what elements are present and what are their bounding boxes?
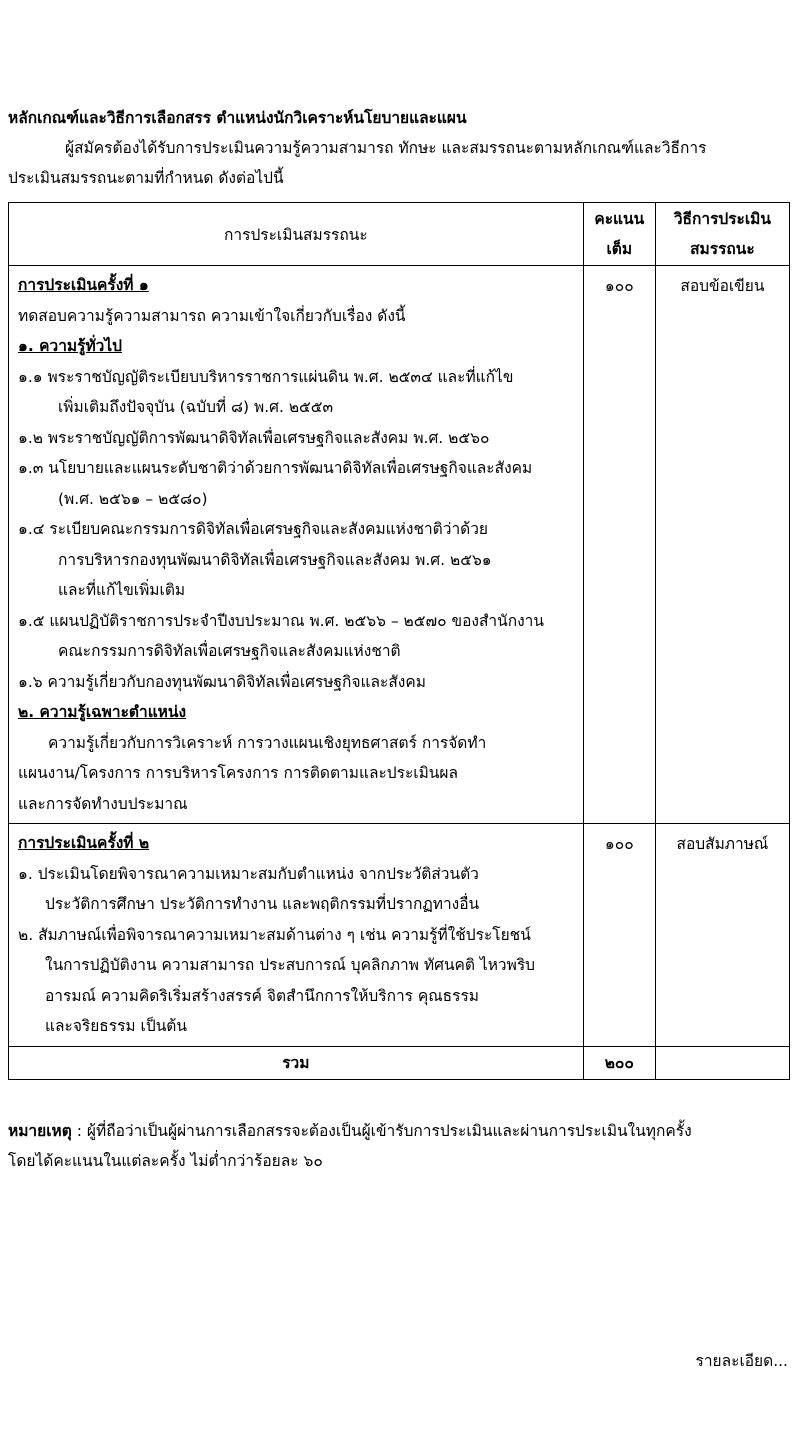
header-method-line1: วิธีการประเมิน bbox=[673, 210, 771, 228]
round2-content bbox=[9, 824, 584, 1047]
note-text: : ผู้ที่ถือว่าเป็นผู้ผ่านการเลือกสรรจะต้องเป็นผู้เข้ารับการประเมินและผ่านการประเมินในทุกครั้ง bbox=[71, 1122, 692, 1140]
table-total-row bbox=[9, 1046, 790, 1079]
note-line-1 bbox=[8, 1116, 793, 1146]
header-score-line2: เต็ม bbox=[606, 240, 633, 258]
round1-title: การประเมินครั้งที่ ๑ bbox=[18, 276, 149, 294]
list-item: ๑.๖ ความรู้เกี่ยวกับกองทุนพัฒนาดิจิทัลเพื่อเศรษฐกิจและสังคม bbox=[18, 672, 426, 691]
round2-score: ๑๐๐ bbox=[583, 824, 655, 1047]
header-score-line1: คะแนน bbox=[594, 210, 645, 228]
total-score: ๒๐๐ bbox=[583, 1046, 655, 1079]
round1-score: ๑๐๐ bbox=[583, 266, 655, 824]
list-item: ๑.๓ นโยบายและแผนระดับชาติว่าด้วยการพัฒนาดิจิทัลเพื่อเศรษฐกิจและสังคม (พ.ศ. ๒๕๖๑ – ๒๕๘๐) bbox=[18, 459, 533, 508]
header-score bbox=[583, 203, 655, 266]
total-method-empty bbox=[655, 1046, 789, 1079]
note-label: หมายเหตุ bbox=[8, 1122, 72, 1140]
total-label: รวม bbox=[9, 1046, 584, 1079]
intro-line-1: ผู้สมัครต้องได้รับการประเมินความรู้ความสามารถ ทักษะ และสมรรถนะตามหลักเกณฑ์และวิธีการ bbox=[65, 139, 707, 157]
round1-method: สอบข้อเขียน bbox=[655, 266, 789, 824]
section1-title: ๑. ความรู้ทั่วไป bbox=[18, 337, 122, 355]
list-item: ๑.๒ พระราชบัญญัติการพัฒนาดิจิทัลเพื่อเศรษฐกิจและสังคม พ.ศ. ๒๕๖๐ bbox=[18, 428, 490, 447]
footer-continued: รายละเอียด... bbox=[695, 1352, 788, 1370]
round2-title: การประเมินครั้งที่ ๒ bbox=[18, 834, 150, 852]
section2-paragraph: ความรู้เกี่ยวกับการวิเคราะห์ การวางแผนเชิงยุทธศาสตร์ การจัดทำ แผนงาน/โครงการ การบริหารโครงการ การติดตามและประเมินผล และการจัดทำงบประมาณ bbox=[18, 733, 487, 813]
header-assessment: การประเมินสมรรถนะ bbox=[9, 203, 584, 266]
header-method-line2: สมรรถนะ bbox=[690, 240, 755, 258]
list-item: ๑. ประเมินโดยพิจารณาความเหมาะสมกับตำแหน่ง จากประวัติส่วนตัว ประวัติการศึกษา ประวัติการทำงาน และพฤติกรรมที่ปรากฏทางอื่น bbox=[18, 864, 480, 913]
table-header-row bbox=[9, 203, 790, 266]
intro-paragraph bbox=[8, 133, 793, 193]
list-item: ๑.๔ ระเบียบคณะกรรมการดิจิทัลเพื่อเศรษฐกิจและสังคมแห่งชาติว่าด้วย การบริหารกองทุนพัฒนาดิจิทัลเพื่อเศรษฐกิจและสังคม พ.ศ. ๒๕๖๑ และที่แก้ไขเพิ่มเติม bbox=[18, 520, 492, 599]
document-heading: หลักเกณฑ์และวิธีการเลือกสรร ตำแหน่งนักวิเคราะห์นโยบายและแผน bbox=[8, 109, 467, 127]
round1-lead: ทดสอบความรู้ความสามารถ ความเข้าใจเกี่ยวกับเรื่อง ดังนี้ bbox=[18, 306, 406, 325]
header-method bbox=[655, 203, 789, 266]
list-item: ๑.๕ แผนปฏิบัติราชการประจำปีงบประมาณ พ.ศ. ๒๕๖๖ – ๒๕๗๐ ของสำนักงาน คณะกรรมการดิจิทัลเพื่อเศรษฐกิจและสังคมแห่งชาติ bbox=[18, 611, 544, 660]
round1-content bbox=[9, 266, 584, 824]
table-row-round2 bbox=[9, 824, 790, 1047]
list-item: ๑.๑ พระราชบัญญัติระเบียบบริหารราชการแผ่นดิน พ.ศ. ๒๕๓๔ และที่แก้ไข เพิ่มเติมถึงปัจจุบัน (ฉบับที่ ๘) พ.ศ. ๒๕๕๓ bbox=[18, 367, 514, 416]
note-line-2: โดยได้คะแนนในแต่ละครั้ง ไม่ต่ำกว่าร้อยละ ๖๐ bbox=[8, 1152, 323, 1170]
note-paragraph bbox=[8, 1116, 793, 1176]
list-item: ๒. สัมภาษณ์เพื่อพิจารณาความเหมาะสมด้านต่าง ๆ เช่น ความรู้ที่ใช้ประโยชน์ ในการปฏิบัติงาน ความสามารถ ประสบการณ์ บุคลิกภาพ ทัศนคติ ไหวพริบ อารมณ์ ความคิดริเริ่มสร้างสรรค์ จิตสำนึกการให้บริการ คุณธรรม และจริยธรรม เป็นต้น bbox=[18, 925, 536, 1035]
round2-method: สอบสัมภาษณ์ bbox=[655, 824, 789, 1047]
section2-title: ๒. ความรู้เฉพาะตำแหน่ง bbox=[18, 703, 187, 721]
intro-line-2: ประเมินสมรรถนะตามที่กำหนด ดังต่อไปนี้ bbox=[8, 169, 284, 187]
table-row-round1 bbox=[9, 266, 790, 824]
assessment-table bbox=[8, 202, 790, 1080]
